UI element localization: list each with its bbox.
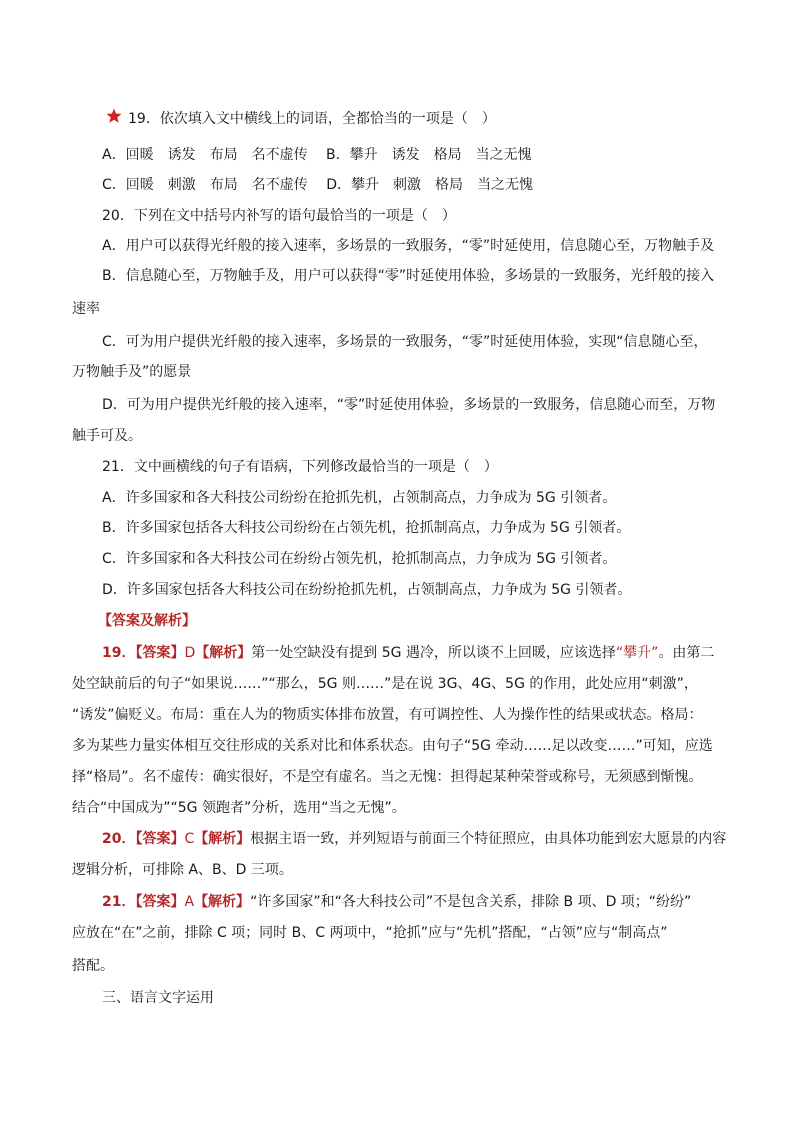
answer-19-line (102, 643, 714, 663)
answer-20-text: 根据主语一致，并列短语与前面三个特征照应，由具体功能到宏大愿景的内容 (250, 831, 727, 847)
q21-option-b: B．许多国家包括各大科技公司纷纷在占领先机，抢抓制高点，力争成为 5G 引领者。 (102, 520, 631, 536)
answer-21-text: “许多国家”和“各大科技公司”不是包含关系，排除 B 项、D 项；“纷纷” (250, 894, 692, 910)
q20-option-c: C．可为用户提供光纤般的接入速率，多场景的一致服务，“零”时延使用体验，实现“信息随心至， (102, 334, 708, 350)
answer-19-text-end: 。由第二 (658, 645, 715, 661)
answer-21-analysis-tag: 【解析】 (194, 894, 251, 910)
answer-21-line-3: 搭配。 (72, 958, 114, 974)
q20-option-b: B．信息随心至，万物触手及，用户可以获得“零”时延使用体验，多场景的一致服务，光纤般的接入 (102, 268, 715, 284)
answer-20-line-2: 逻辑分析，可排除 A、B、D 三项。 (72, 862, 293, 878)
answer-19-line-3: “诱发”偏贬义。布局：重在人为的物质实体排布放置，有可调控性、人为操作性的结果或状态。格局： (72, 707, 703, 723)
answer-19-analysis-tag: 【解析】 (195, 645, 252, 661)
q21-option-c: C．许多国家和各大科技公司在纷纷占领先机，抢抓制高点，力争成为 5G 引领者。 (102, 551, 617, 567)
answer-20-tag: 【答案】 (135, 831, 185, 847)
answer-21-tag: 【答案】 (135, 894, 185, 910)
answer-19-num: 19． (102, 645, 136, 661)
answer-19-highlight: “攀升” (615, 645, 659, 661)
answer-section-header: 【答案及解析】 (98, 613, 196, 629)
q20-option-d: D．可为用户提供光纤般的接入速率，“零”时延使用体验，多场景的一致服务，信息随心而至，万物 (102, 397, 716, 413)
q20-option-a: A．用户可以获得光纤般的接入速率，多场景的一致服务，“零”时延使用，信息随心至，万物触手及 (102, 238, 715, 254)
answer-21-line-2: 应放在“在”之前，排除 C 项；同时 B、C 两项中，“抢抓”应与“先机”搭配，“占领”应与“制高点” (72, 925, 668, 941)
answer-21-value: A (184, 894, 195, 910)
section-3-heading: 三、语言文字运用 (102, 990, 214, 1006)
answer-19-value: D (184, 645, 196, 661)
q19-options-cd: C．回暖 刺激 布局 名不虚传 D．攀升 刺激 格局 当之无愧 (102, 177, 534, 193)
answer-19-tag: 【答案】 (135, 645, 185, 661)
answer-19-line-5: 择“格局”。名不虚传：确实很好，不是空有虚名。当之无愧：担得起某种荣誉或称号，无须感到惭愧。 (72, 769, 703, 785)
q20-stem: 20．下列在文中括号内补写的语句最恰当的一项是（ ） (102, 208, 456, 224)
answer-20-analysis-tag: 【解析】 (194, 831, 251, 847)
answer-19-line-2: 处空缺前后的句子“如果说……”“那么，5G 则……”是在说 3G、4G、5G 的作用，此处应用“刺激”， (72, 676, 698, 692)
q19-stem: 19．依次填入文中横线上的词语，全都恰当的一项是（ ） (128, 111, 496, 127)
answer-20-line (102, 829, 726, 849)
answer-20-num: 20． (102, 831, 136, 847)
answer-21-line (102, 892, 691, 912)
q19-options-ab: A．回暖 诱发 布局 名不虚传 B．攀升 诱发 格局 当之无愧 (102, 147, 532, 163)
answer-19-text: 第一处空缺没有提到 5G 遇冷，所以谈不上回暖，应该选择 (251, 645, 616, 661)
q20-option-b-cont: 速率 (72, 301, 100, 317)
q20-option-c-cont: 万物触手及”的愿景 (72, 364, 192, 380)
q21-stem: 21．文中画横线的句子有语病，下列修改最恰当的一项是（ ） (102, 459, 498, 475)
star-icon (106, 108, 122, 124)
answer-21-num: 21． (102, 894, 136, 910)
q21-option-a: A．许多国家和各大科技公司纷纷在抢抓先机，占领制高点，力争成为 5G 引领者。 (102, 490, 617, 506)
answer-19-line-4: 多为某些力量实体相互交往形成的关系对比和体系状态。由句子“5G 牵动……足以改变……”可知，应选 (72, 738, 713, 754)
q21-option-d: D．许多国家包括各大科技公司在纷纷抢抓先机，占领制高点，力争成为 5G 引领者。 (102, 582, 632, 598)
q20-option-d-cont: 触手可及。 (72, 428, 142, 444)
answer-20-value: C (184, 831, 195, 847)
answer-19-line-6: 结合“中国成为”“5G 领跑者”分析，选用“当之无愧”。 (72, 800, 406, 816)
